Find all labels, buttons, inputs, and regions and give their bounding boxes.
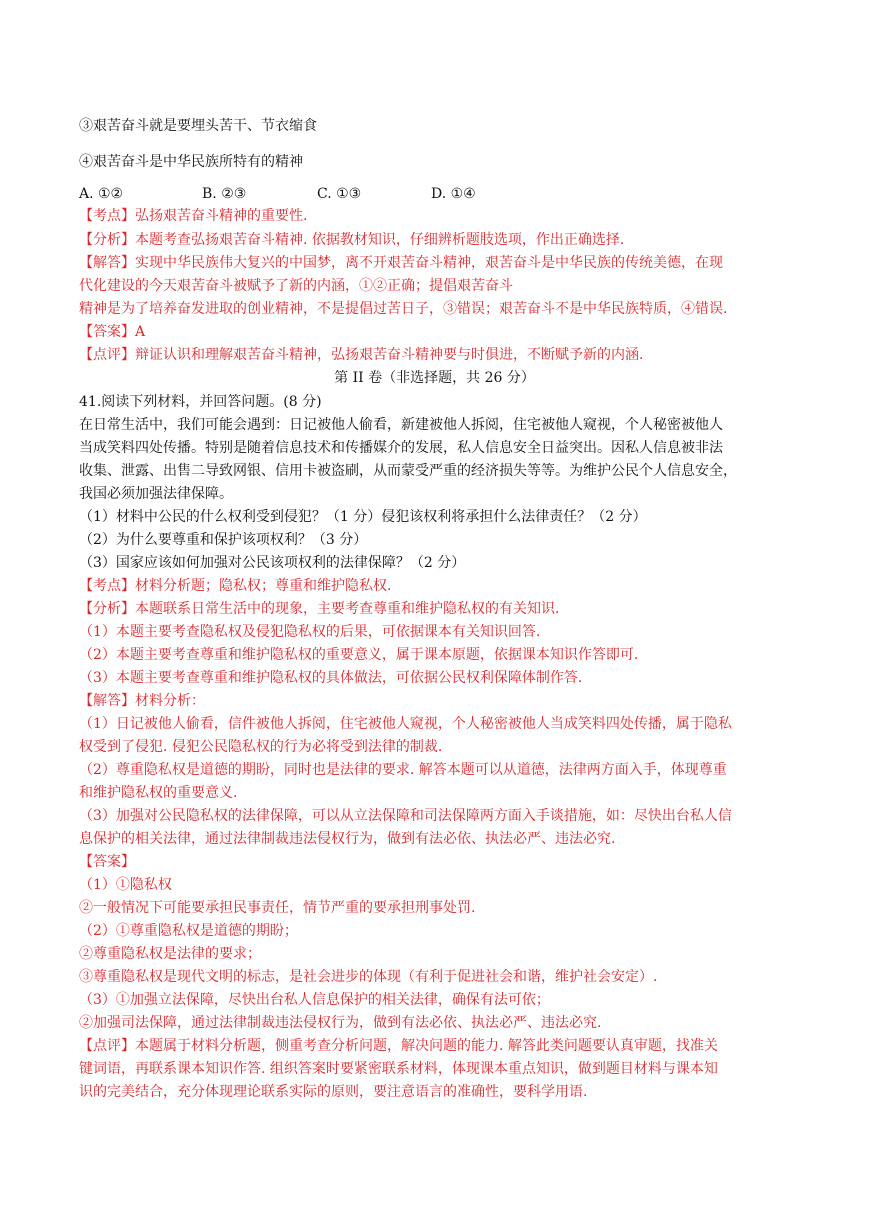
q41-fenxi-line: （1）本题主要考查隐私权及侵犯隐私权的后果，可依据课本有关知识回答. (79, 624, 541, 640)
choice-a: A. ①② (79, 186, 124, 202)
q41-jieda-line: （2）尊重隐私权是道德的期盼，同时也是法律的要求. 解答本题可以从道德，法律两方面入手，体现尊重 (79, 762, 727, 778)
question-2: （2）为什么要尊重和保护该项权利？（3 分） (79, 532, 368, 548)
q41-daan-line: （3）①加强立法保障，尽快出台私人信息保护的相关法律，确保有法可依； (79, 992, 550, 1008)
q40-daan: 【答案】A (79, 324, 146, 340)
q40-dianping: 【点评】辩证认识和理解艰苦奋斗精神，弘扬艰苦奋斗精神要与时俱进，不断赋予新的内涵. (79, 347, 644, 363)
q41-fenxi-line: （3）本题主要考查尊重和维护隐私权的具体做法，可依据公民权利保障体制作答. (79, 670, 583, 686)
q41-jieda-line: 权受到了侵犯. 侵犯公民隐私权的行为必将受到法律的制裁. (79, 739, 443, 755)
choice-b: B. ②③ (202, 186, 247, 202)
material-line: 当成笑料四处传播。特别是随着信息技术和传播媒介的发展，私人信息安全日益突出。因私人信息被非法 (79, 440, 723, 456)
q41-daan-line: （1）①隐私权 (79, 877, 172, 893)
q41-jieda-line: 和维护隐私权的重要意义. (79, 785, 238, 801)
material-line: 在日常生活中，我们可能会遇到：日记被他人偷看，新建被他人拆阅，住宅被他人窥视，个人秘密被他人 (79, 417, 723, 433)
question-1: （1）材料中公民的什么权利受到侵犯？（1 分）侵犯该权利将承担什么法律责任？（2 分） (79, 509, 647, 525)
q41-jieda-line: （1）日记被他人偷看，信件被他人拆阅，住宅被他人窥视，个人秘密被他人当成笑料四处传播，属于隐私 (79, 716, 732, 732)
q41-daan-line: ②尊重隐私权是法律的要求； (79, 946, 261, 962)
q41-stem: 41.阅读下列材料，并回答问题。(8 分) (79, 394, 322, 410)
choice-row (79, 184, 476, 204)
q40-jieda-line1: 【解答】实现中华民族伟大复兴的中国梦，离不开艰苦奋斗精神，艰苦奋斗是中华民族的传统美德，在现 (79, 255, 723, 271)
q41-dianping-line: 键词语，再联系课本知识作答. 组织答案时要紧密联系材料，体现课本重点知识，做到题目材料与课本知 (79, 1061, 718, 1077)
material-line: 我国必须加强法律保障。 (79, 486, 233, 502)
q41-dianping-line: 【点评】本题属于材料分析题，侧重考查分析问题，解决问题的能力. 解答此类问题要认真审题，找准关 (79, 1038, 718, 1054)
q41-fenxi-line: 【分析】本题联系日常生活中的现象，主要考查尊重和维护隐私权的有关知识. (79, 601, 560, 617)
q40-fenxi: 【分析】本题考查弘扬艰苦奋斗精神. 依据教材知识，仔细辨析题肢选项，作出正确选择. (79, 232, 625, 248)
material-line: 收集、泄露、出售二导致网银、信用卡被盗刷，从而蒙受严重的经济损失等等。为维护公民个人信息安全， (79, 463, 737, 479)
q40-kaodian: 【考点】弘扬艰苦奋斗精神的重要性. (79, 208, 308, 224)
section-title: 第 II 卷（非选择题，共 26 分） (334, 370, 535, 386)
q41-jieda-line: 【解答】材料分析： (79, 693, 205, 709)
q41-jieda-line: 息保护的相关法律，通过法律制裁违法侵权行为，做到有法必依、执法必严、违法必究. (79, 831, 616, 847)
q41-jieda-line: （3）加强对公民隐私权的法律保障，可以从立法保障和司法保障两方面入手谈措施，如：尽快出台私人信 (79, 808, 732, 824)
q41-daan-line: ②加强司法保障，通过法律制裁违法侵权行为，做到有法必依、执法必严、违法必究. (79, 1015, 602, 1031)
q41-daan-line: ②一般情况下可能要承担民事责任，情节严重的要承担刑事处罚. (79, 900, 476, 916)
q41-fenxi-line: （2）本题主要考查尊重和维护隐私权的重要意义，属于课本原题，依据课本知识作答即可. (79, 647, 639, 663)
q41-daan-line: （2）①尊重隐私权是道德的期盼； (79, 923, 298, 939)
option-4: ④艰苦奋斗是中华民族所特有的精神 (79, 154, 303, 170)
q40-jieda-line2: 代化建设的今天艰苦奋斗被赋予了新的内涵，①②正确；提倡艰苦奋斗 (79, 278, 513, 294)
q41-kaodian: 【考点】材料分析题；隐私权；尊重和维护隐私权. (79, 578, 392, 594)
question-3: （3）国家应该如何加强对公民该项权利的法律保障？（2 分） (79, 555, 466, 571)
q40-jieda-line3: 精神是为了培养奋发进取的创业精神，不是提倡过苦日子，③错误；艰苦奋斗不是中华民族特质，④错误. (79, 301, 728, 317)
option-3: ③艰苦奋斗就是要埋头苦干、节衣缩食 (79, 118, 317, 134)
choice-d: D. ①④ (431, 186, 476, 202)
q41-dianping-line: 识的完美结合，充分体现理论联系实际的原则，要注意语言的准确性，要科学用语. (79, 1084, 588, 1100)
choice-c: C. ①③ (317, 186, 362, 202)
q41-daan-line: 【答案】 (79, 854, 135, 870)
q41-daan-line: ③尊重隐私权是现代文明的标志，是社会进步的体现（有利于促进社会和谐，维护社会安定）. (79, 969, 658, 985)
